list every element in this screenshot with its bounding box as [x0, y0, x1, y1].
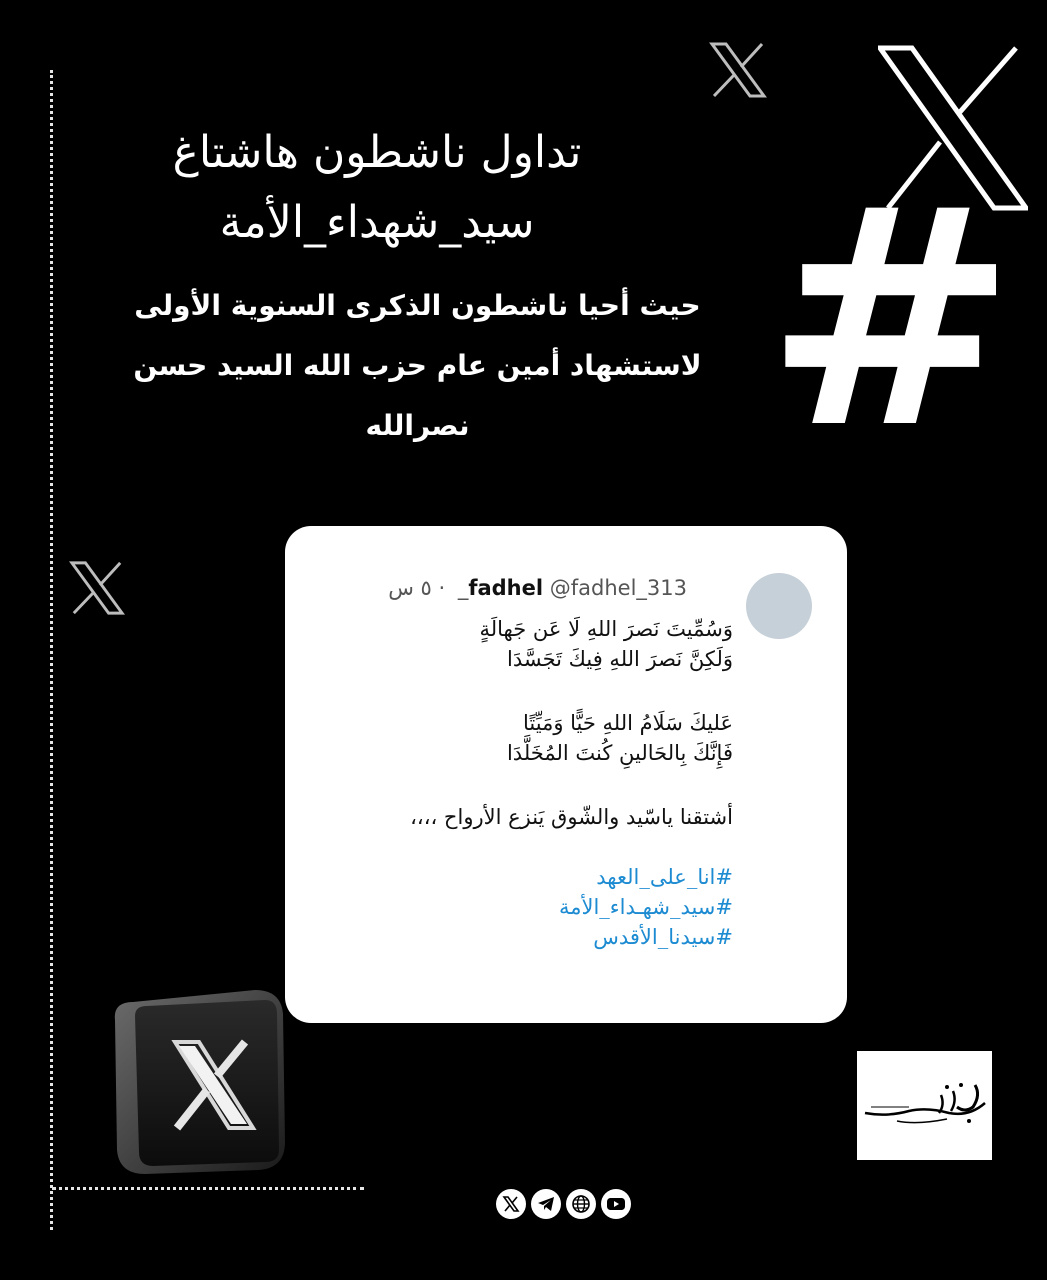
tweet-line: عَليكَ سَلَامُ اللهِ حَيًّا وَمَيِّتًا [523, 711, 733, 735]
avatar[interactable] [746, 573, 812, 639]
subheadline-line-2: لاستشهاد أمين عام حزب الله السيد حسن [133, 349, 702, 382]
headline-line-1: تداول ناشطون هاشتاغ [172, 127, 582, 178]
calligraphy-logo [857, 1051, 992, 1160]
subheadline-line-1: حيث أحيا ناشطون الذكرى السنوية الأولى [134, 289, 701, 322]
tweet-line: وَلَكِنَّ نَصرَ اللهِ فِيكَ تَجَسَّدَا [507, 647, 733, 671]
tweet-card [285, 526, 847, 1023]
tweet-author-handle[interactable]: @fadhel_313_ [457, 576, 687, 600]
dotted-vertical-divider [50, 70, 53, 1230]
headline [97, 118, 657, 258]
tweet-hashtag-link[interactable]: #سيد_شهـداء_الأمة [558, 895, 733, 919]
x-logo-small-icon [68, 560, 126, 616]
social-links [496, 1189, 631, 1219]
tweet-body [410, 614, 733, 952]
x-app-icon [105, 990, 287, 1174]
x-logo-small-icon [708, 42, 768, 98]
globe-icon[interactable] [566, 1189, 596, 1219]
tweet-line: وَسُمِّيتَ نَصرَ اللهِ لَا عَن جَهالَةٍ [479, 617, 733, 641]
tweet-header [388, 576, 693, 600]
headline-line-2: سيد_شهداء_الأمة [219, 197, 535, 248]
tweet-line: أشتقنا ياسّيد والشّوق يَنزع الأرواح ،،،، [410, 805, 733, 829]
tweet-hashtag-link[interactable]: #انا_على_العهد [596, 865, 733, 889]
x-social-icon[interactable] [496, 1189, 526, 1219]
subheadline-line-3: نصرالله [365, 409, 470, 442]
tweet-line: فَإِنَّكَ بِالحَالينِ كُنتَ المُخَلَّدَا [506, 741, 733, 765]
tweet-timestamp[interactable]: · ٥ س [388, 576, 446, 600]
youtube-icon[interactable] [601, 1189, 631, 1219]
tweet-hashtag-link[interactable]: #سيدنا_الأقدس [593, 925, 733, 949]
dotted-horizontal-divider [52, 1187, 364, 1190]
telegram-icon[interactable] [531, 1189, 561, 1219]
subheadline [110, 276, 725, 456]
tweet-author-name[interactable]: fadhel [468, 576, 544, 600]
hashtag-icon: # [765, 145, 1017, 494]
